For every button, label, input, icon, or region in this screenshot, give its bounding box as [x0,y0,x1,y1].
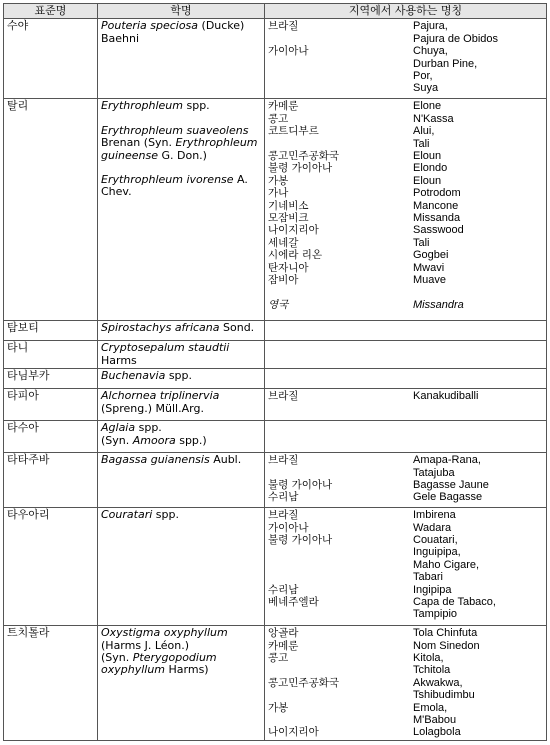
timber-names-table [3,3,547,741]
region-name-pair [268,390,543,402]
local-names-cell [265,508,547,626]
region-label: 콩고 [268,112,289,125]
local-name: Sasswood [413,224,464,237]
region-name-pair [268,522,543,534]
region-label: 잠비아 [268,274,299,287]
scientific-name-text: Harms [101,353,137,367]
region-label: 불령 가이아나 [268,162,333,175]
region-label: 나이지리아 [268,224,319,237]
local-name: Ingipipa [413,583,452,596]
local-name: Tali [413,236,430,249]
region-label: 코트디부르 [268,125,319,138]
local-name-list [413,702,543,727]
region-label: 앙골라 [268,627,299,640]
local-name-list [413,237,543,249]
scientific-name [101,627,261,652]
standard-name-cell: 타타주바 [4,453,98,508]
local-names-cell [265,453,547,508]
region-label: 베네주엘라 [268,596,319,609]
header-standard-name: 표준명 [4,4,98,19]
region-label [268,287,413,299]
scientific-name-cell [98,99,265,321]
local-name: Maho Cigare, [413,558,480,571]
scientific-name [101,20,261,45]
local-name: M'Babou [413,714,457,727]
scientific-name-cell [98,341,265,369]
scientific-name-italic: Cryptosepalum staudtii [101,341,230,355]
local-name-list [413,640,543,652]
local-name: Durban Pine, [413,57,478,70]
local-name: Pajura de Obidos [413,32,498,45]
region-name-pair [268,534,543,584]
region-name-pair [268,640,543,652]
scientific-name-italic: Pouteria speciosa [101,19,199,33]
scientific-name-text: spp. [182,99,210,113]
table-row [4,341,547,369]
table-row [4,99,547,321]
local-name: N'Kassa [413,112,454,125]
local-name: Tatajuba [413,466,455,479]
local-name-list [413,224,543,236]
local-name-list [413,262,543,274]
region-name-pair [268,224,543,236]
region-label: 가나 [268,187,289,200]
local-name: Elondo [413,162,448,175]
local-names-cell [265,421,547,453]
local-name-list [413,175,543,187]
local-name-list [413,249,543,261]
local-names-cell [265,369,547,389]
region-name-pair [268,45,543,95]
region-label: 콩고민주공화국 [268,150,340,163]
local-name: Chuya, [413,45,448,58]
scientific-name-cell [98,369,265,389]
region-label: 브라질 [268,20,299,33]
region-name-pair [268,150,543,162]
local-name-list [413,113,543,125]
local-name: Kanakudiballi [413,390,479,403]
region-label: 브라질 [268,454,299,467]
local-name-list [413,150,543,162]
region-label: 가이아나 [268,521,309,534]
scientific-name-text: (Syn. [101,651,133,665]
scientific-name-italic: Spirostachys africana [101,321,220,335]
local-names-cell [265,341,547,369]
table-row [4,389,547,421]
local-name: Nom Sinedon [413,639,480,652]
scientific-name-italic: Aglaia [101,421,136,435]
scientific-name-text: spp.) [175,433,207,447]
region-label: 불령 가이아나 [268,534,333,547]
region-name-pair [268,175,543,187]
local-name: Emola, [413,701,448,714]
region-label: 수리남 [268,491,299,504]
table-row [4,19,547,99]
standard-name-cell: 트치톨라 [4,626,98,741]
region-name-pair [268,491,543,503]
scientific-name-italic: Erythrophleum guineense [101,136,258,162]
region-label: 세네갈 [268,236,299,249]
scientific-name-text: Aubl. [209,453,242,467]
local-name: Lolagbola [413,726,461,739]
document-page [3,3,547,741]
local-name: Tampipio [413,608,458,621]
local-name: Imbirena [413,509,456,522]
local-name: Tali [413,137,430,150]
scientific-name-text: A. Chev. [101,173,248,199]
region-label: 콩고민주공화국 [268,676,340,689]
local-name: Eloun [413,174,442,187]
standard-name-cell: 타니 [4,341,98,369]
standard-name-cell: 탈리 [4,99,98,321]
scientific-name-text: Brenan (Syn. [101,136,176,150]
local-name: Kitola, [413,652,444,665]
region-name-pair [268,627,543,639]
table-row [4,453,547,508]
scientific-name-cell [98,389,265,421]
local-name: Wadara [413,521,452,534]
scientific-name-text: Sond. [219,321,255,335]
scientific-name-text: spp. [165,369,193,383]
local-name: Couatari, [413,534,458,547]
region-name-pair [268,726,543,738]
local-name: Elone [413,100,442,113]
region-name-pair [268,454,543,479]
standard-name-cell: 탐보티 [4,321,98,341]
local-name: Gele Bagasse [413,491,483,504]
header-scientific-name: 학명 [98,4,265,19]
local-name-list [413,491,543,503]
local-name-list [413,274,543,286]
local-name-list [413,677,543,702]
scientific-name [101,509,261,521]
scientific-name-italic: Erythrophleum suaveolens [101,123,249,137]
standard-name-cell: 타피아 [4,389,98,421]
region-name-pair [268,652,543,677]
region-name-pair [268,113,543,125]
region-label: 가봉 [268,701,289,714]
local-name: Muave [413,274,447,287]
scientific-name-cell [98,626,265,741]
local-name: Akwakwa, [413,676,463,689]
region-name-pair [268,125,543,137]
table-body [4,19,547,740]
local-name: Mancone [413,199,459,212]
local-name: Capa de Tabaco, [413,596,496,609]
region-name-pair [268,100,543,112]
region-name-pair [268,509,543,521]
local-name-list [413,45,543,95]
local-name-list [413,287,543,299]
local-name: Suya [413,82,439,95]
region-label: 카메룬 [268,100,299,113]
local-names-cell [265,626,547,741]
local-name [413,287,543,299]
region-label: 카메룬 [268,639,299,652]
scientific-name [101,342,261,367]
local-name: Pajura, [413,20,448,33]
local-name-list [413,726,543,738]
scientific-name [101,370,261,382]
local-names-cell [265,321,547,341]
local-name: Por, [413,70,433,83]
scientific-name [101,174,261,199]
scientific-name-cell [98,508,265,626]
scientific-name-cell [98,453,265,508]
scientific-name [101,390,261,415]
local-name: Mwavi [413,261,445,274]
scientific-name [101,125,261,162]
table-row [4,421,547,453]
region-name-pair [268,677,543,702]
scientific-name-text: spp. [135,421,162,435]
scientific-name-text: Harms) [165,663,209,677]
local-name-list [413,212,543,224]
local-name: Tola Chinfuta [413,627,478,640]
standard-name-cell: 타수아 [4,421,98,453]
region-name-pair [268,596,543,621]
region-label: 브라질 [268,509,299,522]
local-name: Gogbei [413,249,449,262]
scientific-name-italic: Erythrophleum ivorense [101,173,234,187]
local-name-list [413,390,543,402]
region-label: 시에라 리온 [268,249,323,262]
scientific-name [101,652,261,677]
region-label: 불령 가이아나 [268,479,333,492]
local-name-list [413,522,543,534]
local-name-list [413,187,543,199]
local-name-list [413,509,543,521]
region-label [268,138,413,150]
local-name: Tshibudimbu [413,689,475,702]
local-name: Tabari [413,571,443,584]
region-name-pair [268,702,543,727]
local-name-list [413,584,543,596]
scientific-name-italic: Erythrophleum [101,99,183,113]
scientific-name [101,454,261,466]
region-label: 영국 [268,298,289,311]
scientific-name-text: spp. [152,508,179,522]
standard-name-cell: 타우아리 [4,508,98,626]
local-names-cell [265,99,547,321]
region-name-pair [268,249,543,261]
scientific-name-text: (Harms J. Léon.) [101,638,190,652]
local-name-list [413,162,543,174]
region-name-pair [268,262,543,274]
local-name: Potrodom [413,187,461,200]
region-name-pair [268,200,543,212]
local-name-list [413,596,543,621]
local-name: Bagasse Jaune [413,479,489,492]
scientific-name [101,322,261,334]
region-name-pair [268,274,543,286]
table-row [4,369,547,389]
region-label: 콩고 [268,652,289,665]
scientific-name-italic: Bagassa guianensis [101,453,210,467]
local-name: Tchitola [413,664,451,677]
scientific-name [101,100,261,112]
local-name: Amapa-Rana, [413,454,481,467]
scientific-name-cell [98,421,265,453]
region-label: 수리남 [268,583,299,596]
table-row [4,508,547,626]
region-name-pair [268,584,543,596]
local-name-list [413,627,543,639]
region-name-pair [268,287,543,299]
local-name-list [413,100,543,112]
region-name-pair [268,299,543,311]
scientific-name-italic: Oxystigma oxyphyllum [101,626,228,640]
scientific-name-italic: Buchenavia [101,369,166,383]
region-name-pair [268,162,543,174]
region-label: 탄자니아 [268,261,309,274]
local-name-list [413,138,543,150]
local-name-list [413,479,543,491]
scientific-name-text: (Spreng.) Müll.Arg. [101,401,204,415]
local-name-list [413,125,543,137]
scientific-name-italic: Pterygopodium oxyphyllum [101,651,217,677]
scientific-name-cell [98,19,265,99]
local-name: Missandra [413,298,464,311]
table-row [4,321,547,341]
region-label: 브라질 [268,390,299,403]
region-name-pair [268,138,543,150]
local-name: Alui, [413,125,435,138]
region-label: 모잠비크 [268,212,309,225]
scientific-name-italic: Amoora [132,433,176,447]
standard-name-cell: 수야 [4,19,98,99]
scientific-name-italic: Couratari [101,508,153,522]
local-name-list [413,454,543,479]
region-label: 가봉 [268,174,289,187]
region-label: 가이아나 [268,45,309,58]
local-name: Missanda [413,212,461,225]
scientific-name-italic: Alchornea triplinervia [101,389,220,403]
scientific-name-text: (Syn. [101,433,133,447]
region-name-pair [268,212,543,224]
scientific-name-text: (Ducke) Baehni [101,19,245,45]
local-name-list [413,534,543,584]
region-name-pair [268,20,543,45]
region-name-pair [268,187,543,199]
local-name: Inguipipa, [413,546,461,559]
table-row [4,626,547,741]
local-name: Eloun [413,150,442,163]
region-name-pair [268,237,543,249]
local-name-list [413,20,543,45]
standard-name-cell: 타님부카 [4,369,98,389]
header-row [4,4,547,19]
local-name-list [413,652,543,677]
region-name-pair [268,479,543,491]
local-name-list [413,200,543,212]
local-names-cell [265,389,547,421]
local-name-list [413,299,543,311]
region-label: 나이지리아 [268,726,319,739]
header-local-names: 지역에서 사용하는 명칭 [265,4,547,19]
scientific-name-cell [98,321,265,341]
scientific-name [101,435,261,447]
region-label: 기네비소 [268,199,309,212]
local-names-cell [265,19,547,99]
scientific-name-text: G. Don.) [158,148,207,162]
